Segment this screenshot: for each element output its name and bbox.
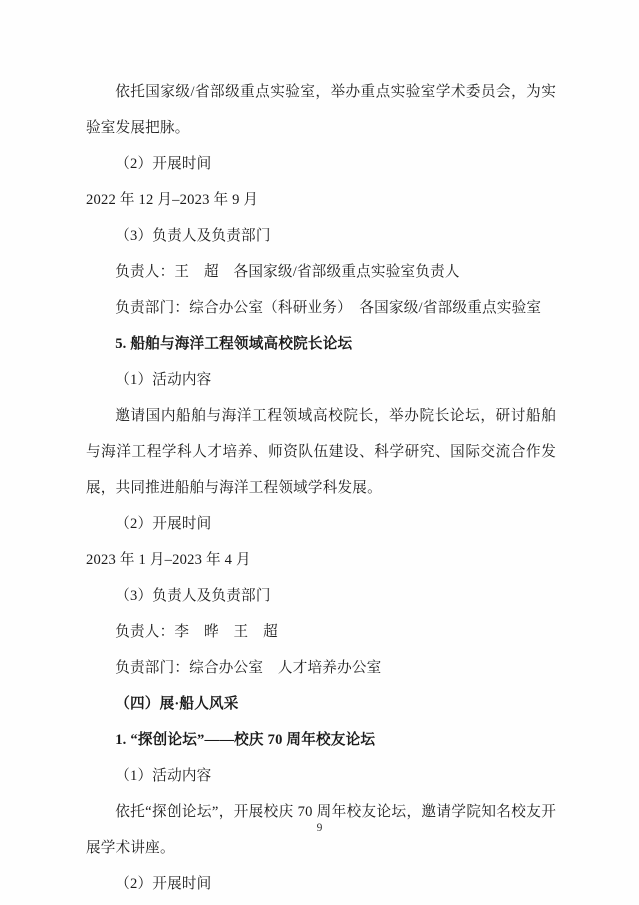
paragraph: （3）负责人及负责部门 [115,228,271,244]
paragraph: （2）开展时间 [115,516,212,532]
paragraph: 负责部门：综合办公室 人才培养办公室 [115,660,382,676]
paragraph: 2022 年 12 月–2023 年 9 月 [86,192,259,208]
section-heading: 1. “探创论坛”——校庆 70 周年校友论坛 [115,732,376,748]
section-heading: （四）展·船人风采 [115,696,239,712]
paragraph: （2）开展时间 [115,156,212,172]
paragraph: （1）活动内容 [115,768,212,784]
paragraph: （2）开展时间 [115,876,212,892]
paragraph: 负责部门：综合办公室（科研业务） 各国家级/省部级重点实验室 [115,300,542,316]
section-heading: 5. 船舶与海洋工程领域高校院长论坛 [115,336,353,352]
paragraph: （1）活动内容 [115,372,212,388]
paragraph: 邀请国内船舶与海洋工程领域高校院长，举办院长论坛，研讨船舶与海洋工程学科人才培养、师资队伍建设、科学研究、国际交流合作发展，共同推进船舶与海洋工程领域学科发展。 [86,408,556,496]
document-body [86,74,556,902]
paragraph: 负责人：王 超 各国家级/省部级重点实验室负责人 [115,264,460,280]
paragraph: （3）负责人及负责部门 [115,588,271,604]
paragraph: 依托国家级/省部级重点实验室，举办重点实验室学术委员会，为实验室发展把脉。 [86,84,556,136]
paragraph: 2023 年 1 月–2023 年 4 月 [86,552,251,568]
page-number: 9 [316,822,323,834]
paragraph: 依托“探创论坛”，开展校庆 70 周年校友论坛，邀请学院知名校友开展学术讲座。 [86,804,556,856]
paragraph: 负责人：李 晔 王 超 [115,624,278,640]
